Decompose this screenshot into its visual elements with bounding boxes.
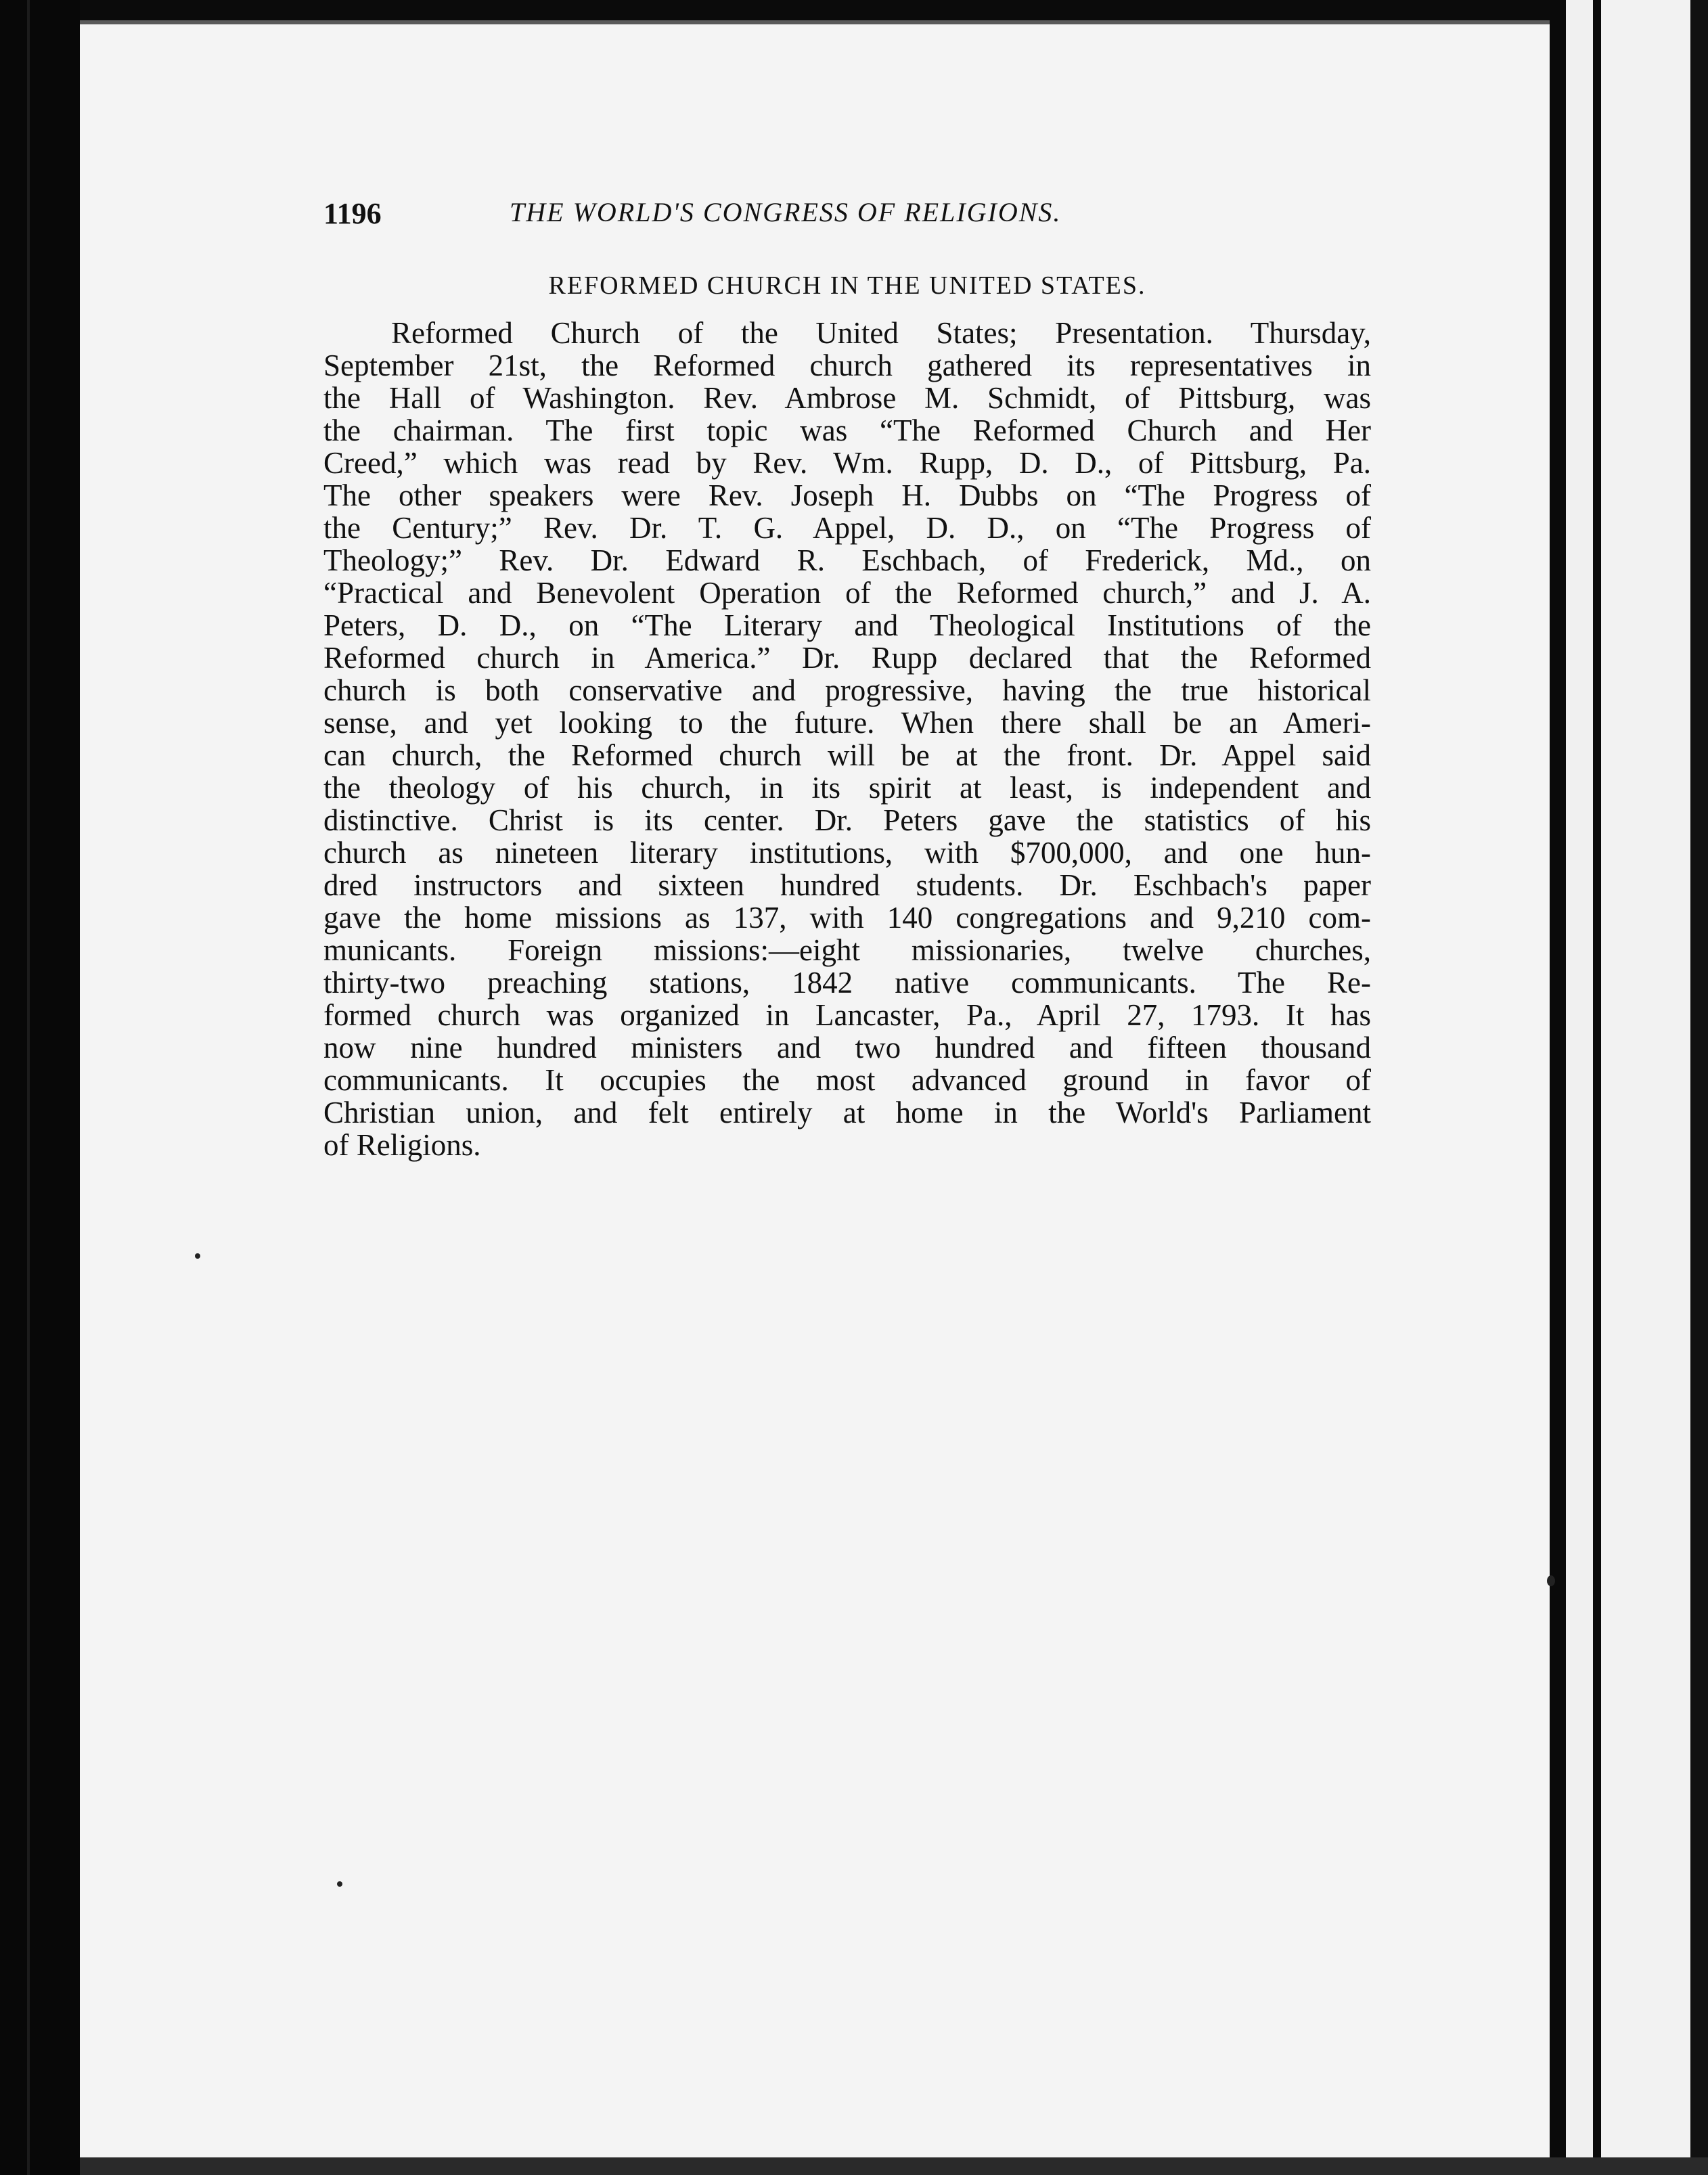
page-binding [1550, 0, 1566, 2175]
body-line: Theology;” Rev. Dr. Edward R. Eschbach, of Frederick, Md., on [323, 543, 1371, 577]
body-line: communicants. It occupies the most advanced ground in favor of [323, 1063, 1371, 1097]
body-line: Reformed church in America.” Dr. Rupp declared that the Reformed [323, 641, 1371, 675]
scan-border-left [0, 0, 80, 2175]
section-heading: REFORMED CHURCH IN THE UNITED STATES. [548, 271, 1146, 300]
body-line: formed church was organized in Lancaster, Pa., April 27, 1793. It has [323, 998, 1371, 1032]
body-line: Peters, D. D., on “The Literary and Theological Institutions of the [323, 608, 1371, 642]
body-line: sense, and yet looking to the future. When there shall be an Ameri- [323, 706, 1371, 740]
running-title: THE WORLD'S CONGRESS OF RELIGIONS. [510, 197, 1062, 227]
body-line: gave the home missions as 137, with 140 congregations and 9,210 com- [323, 901, 1371, 935]
scan-speck [195, 1253, 200, 1259]
body-line: Reformed Church of the United States; Presentation. Thursday, [391, 316, 1371, 350]
scan-border-bottom [80, 2157, 1708, 2175]
scan-border-right [1690, 0, 1708, 2175]
body-line: The other speakers were Rev. Joseph H. Dubbs on “The Progress of [323, 478, 1371, 512]
body-line: the Century;” Rev. Dr. T. G. Appel, D. D., on “The Progress of [323, 511, 1371, 545]
page-number: 1196 [323, 197, 382, 230]
scan-speck [1547, 1575, 1555, 1586]
binding-edge [1593, 0, 1601, 2175]
body-line: can church, the Reformed church will be at the front. Dr. Appel said [323, 738, 1371, 772]
body-line: September 21st, the Reformed church gathered its representatives in [323, 349, 1371, 382]
body-line: “Practical and Benevolent Operation of the Reformed church,” and J. A. [323, 576, 1371, 610]
body-line: municants. Foreign missions:—eight missionaries, twelve churches, [323, 933, 1371, 967]
body-line: thirty-two preaching stations, 1842 native communicants. The Re- [323, 966, 1371, 1000]
body-line: the chairman. The first topic was “The Reformed Church and Her [323, 413, 1371, 447]
body-line: now nine hundred ministers and two hundred and fifteen thousand [323, 1031, 1371, 1064]
body-line: Creed,” which was read by Rev. Wm. Rupp, D. D., of Pittsburg, Pa. [323, 446, 1371, 480]
body-line: the Hall of Washington. Rev. Ambrose M. Schmidt, of Pittsburg, was [323, 381, 1371, 415]
body-line: church as nineteen literary institutions, with $700,000, and one hun- [323, 836, 1371, 870]
body-paragraph [323, 317, 1371, 1161]
body-line: dred instructors and sixteen hundred students. Dr. Eschbach's paper [323, 868, 1371, 902]
body-line: church is both conservative and progressive, having the true historical [323, 673, 1371, 707]
scan-speck [337, 1881, 342, 1887]
running-head [323, 196, 1203, 237]
body-line: Christian union, and felt entirely at home in the World's Parliament [323, 1096, 1371, 1129]
body-line: distinctive. Christ is its center. Dr. Peters gave the statistics of his [323, 803, 1371, 837]
body-line: of Religions. [323, 1128, 481, 1162]
binding-gap [1566, 0, 1593, 2175]
body-line: the theology of his church, in its spirit at least, is independent and [323, 771, 1371, 805]
